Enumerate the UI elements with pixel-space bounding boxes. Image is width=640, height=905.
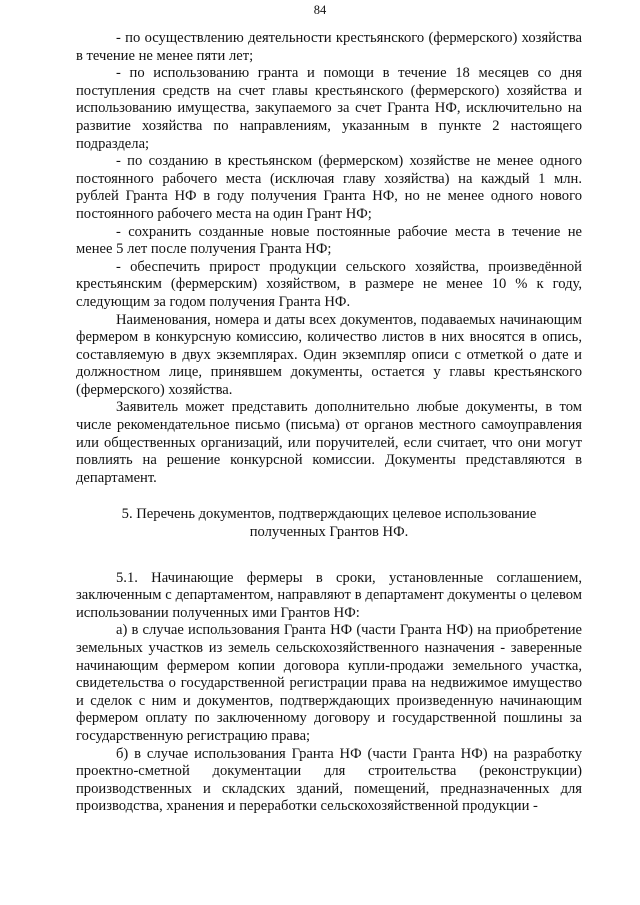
paragraph: Заявитель может представить дополнительно любые документы, в том числе рекомендательное письмо (письма) от органов местного самоуправления или общественных организаций, или поручителей, если считает, что они могут повлиять на решение конкурсной комиссии. Документы представляются в департамент. [76,399,582,486]
paragraph: - сохранить созданные новые постоянные рабочие места в течение не менее 5 лет после получения Гранта НФ; [76,223,582,258]
paragraph: - обеспечить прирост продукции сельского хозяйства, произведённой крестьянским (фермерским) хозяйством, в размере не менее 10 % к году, следующим за годом получения Гранта НФ. [76,258,582,310]
paragraph: а) в случае использования Гранта НФ (части Гранта НФ) на приобретение земельных участков из земель сельскохозяйственного назначения - заверенные начинающим фермером копии договора купли-продажи земельного участка, свидетельства о государственной регистрации права на недвижимое имущество и сделок с ним и документов, подтверждающих произведенную начинающим фермером оплату по заключенному договору и государственной пошлины за государственную регистрацию права; [76,622,582,744]
section-heading [76,506,582,541]
paragraph: Наименования, номера и даты всех документов, подаваемых начинающим фермером в конкурсную комиссию, количество листов в них вносятся в опись, составляемую в двух экземплярах. Один экземпляр описи с отметкой о дате и должностном лице, принявшем документы, остается у главы крестьянского (фермерского) хозяйства. [76,311,582,398]
page-content [76,30,582,816]
paragraph: - по созданию в крестьянском (фермерском) хозяйстве не менее одного постоянного рабочего места (исключая главу хозяйства) на каждый 1 млн. рублей Гранта НФ в году получения Гранта НФ, но не менее одного нового постоянного рабочего места на один Грант НФ; [76,153,582,222]
paragraph: б) в случае использования Гранта НФ (части Гранта НФ) на разработку проектно-сметной документации для строительства (реконструкции) производственных и складских зданий, помещений, предназначенных для производства, хранения и переработки сельскохозяйственной продукции - [76,745,582,815]
section-heading-line: 5. Перечень документов, подтверждающих целевое использование [121,506,537,523]
section-heading-line: полученных Грантов НФ. [249,524,409,541]
paragraph: - по использованию гранта и помощи в течение 18 месяцев со дня поступления средств на счет главы крестьянского (фермерского) хозяйства и использованию имущества, закупаемого за счет Гранта НФ, исключительно на развитие хозяйства по направлениям, указанным в пункте 2 настоящего подраздела; [76,65,582,152]
paragraph: 5.1. Начинающие фермеры в сроки, установленные соглашением, заключенным с департаментом, направляют в департамент документы о целевом использовании полученных ими Грантов НФ: [76,569,582,621]
paragraph: - по осуществлению деятельности крестьянского (фермерского) хозяйства в течение не менее пяти лет; [76,30,582,64]
page-number: 84 [313,3,327,17]
